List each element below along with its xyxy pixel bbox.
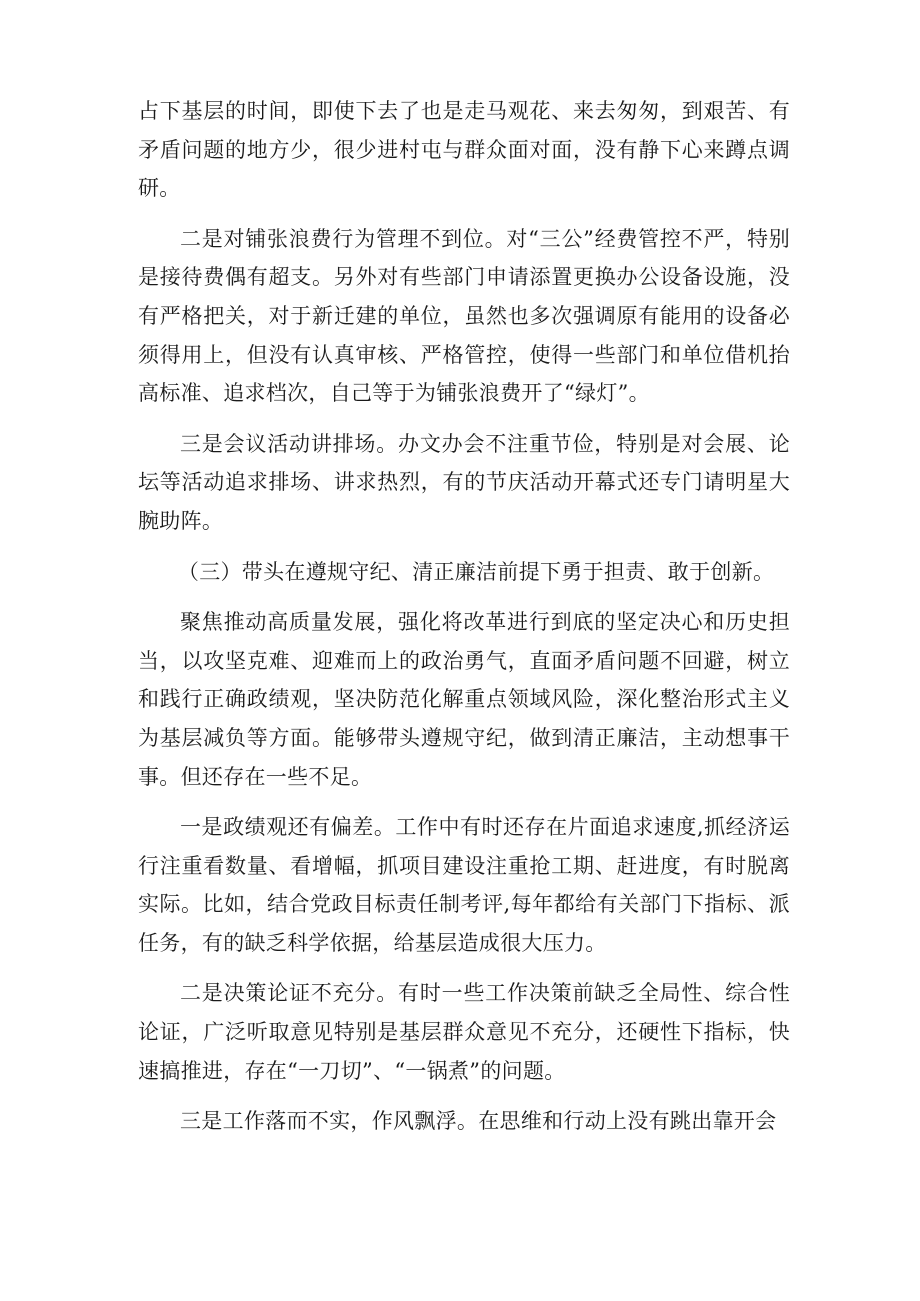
- paragraph-performance-view: 一是政绩观还有偏差。工作中有时还存在片面追求速度,抓经济运行注重看数量、看增幅，抓项目建设注重抢工期、赶进度，有时脱离实际。比如，结合党政目标责任制考评,每年都给有关部门下指标、派任务，有的缺乏科学依据，给基层造成很大压力。: [138, 815, 790, 955]
- paragraph-implementation: 三是工作落而不实，作风飘浮。在思维和行动上没有跳出靠开会: [180, 1109, 777, 1134]
- section-heading-three: （三）带头在遵规守纪、清正廉洁前提下勇于担责、敢于创新。: [177, 559, 775, 584]
- document-body: [138, 92, 790, 1141]
- paragraph-continuation: 占下基层的时间，即使下去了也是走马观花、来去匆匆，到艰苦、有矛盾问题的地方少，很少进村屯与群众面对面，没有静下心来蹲点调研。: [138, 99, 790, 201]
- paragraph-meeting-extravagance: 三是会议活动讲排场。办文办会不注重节俭，特别是对会展、论坛等活动追求排场、讲求热烈，有的节庆活动开幕式还专门请明星大腕助阵。: [138, 431, 790, 533]
- paragraph-waste-management: 二是对铺张浪费行为管理不到位。对“三公”经费管控不严，特别是接待费偶有超支。另外对有些部门申请添置更换办公设备设施，没有严格把关，对于新迁建的单位，虽然也多次强调原有能用的设备必须得用上，但没有认真审核、严格管控，使得一些部门和单位借机抬高标准、追求档次，自己等于为铺张浪费开了“绿灯”。: [138, 226, 790, 406]
- paragraph-decision-making: 二是决策论证不充分。有时一些工作决策前缺乏全局性、综合性论证，广泛听取意见特别是基层群众意见不充分，还硬性下指标，快速搞推进，存在“一刀切”、“一锅煮”的问题。: [138, 981, 790, 1083]
- paragraph-focus-development: 聚焦推动高质量发展，强化将改革进行到底的坚定决心和历史担当，以攻坚克难、迎难而上的政治勇气，直面矛盾问题不回避，树立和践行正确政绩观，坚决防范化解重点领域风险，深化整治形式主义为基层减负等方面。能够带头遵规守纪，做到清正廉洁，主动想事干事。但还存在一些不足。: [138, 610, 790, 789]
